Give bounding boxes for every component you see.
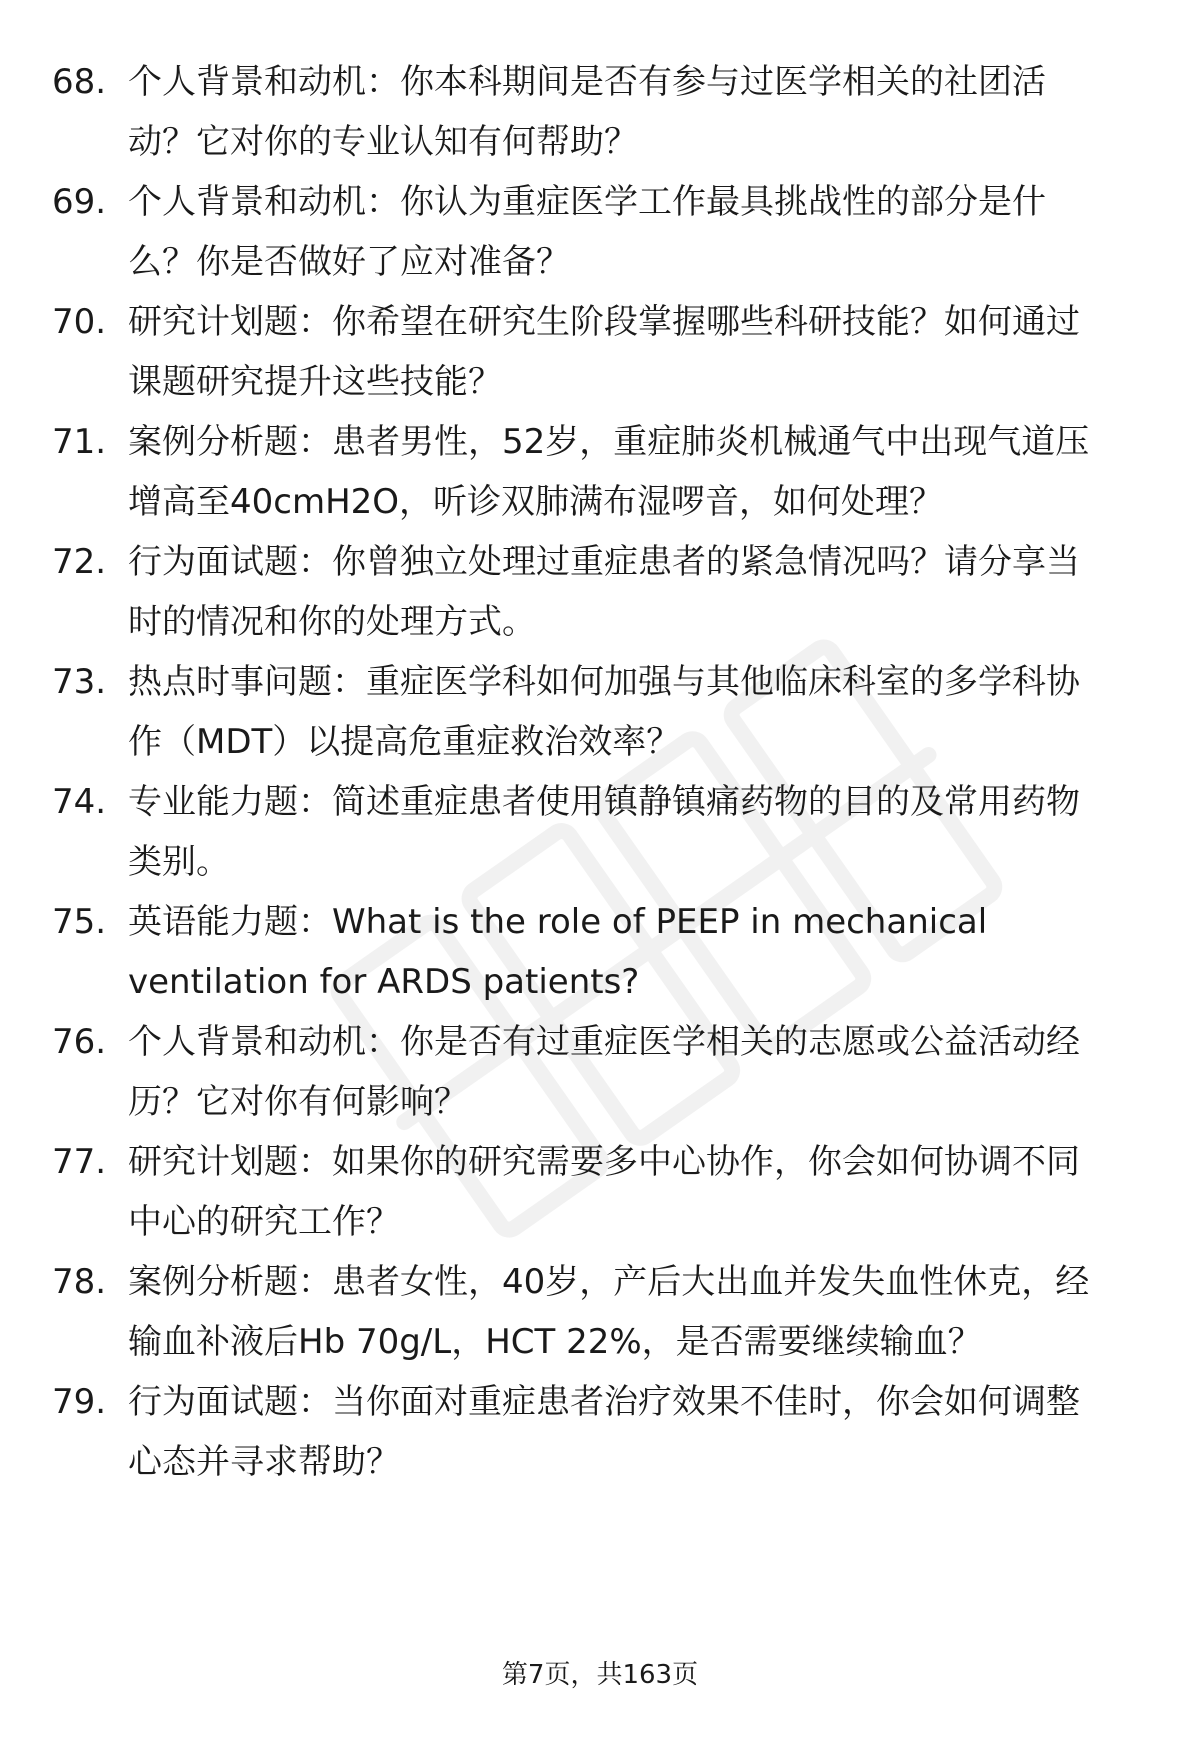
question-text: 行为面试题：你曾独立处理过重症患者的紧急情况吗？请分享当 时的情况和你的处理方式。 (128, 542, 1080, 642)
question-text: 专业能力题：简述重症患者使用镇静镇痛药物的目的及常用药物 类别。 (128, 782, 1080, 882)
question-item (52, 652, 1152, 772)
question-item (52, 1012, 1152, 1132)
question-text: 案例分析题：患者男性，52岁，重症肺炎机械通气中出现气道压 增高至40cmH2O，听诊双肺满布湿啰音，如何处理？ (128, 422, 1090, 522)
question-text: 热点时事问题：重症医学科如何加强与其他临床科室的多学科协 作（MDT）以提高危重症救治效率？ (128, 662, 1080, 762)
question-item (52, 412, 1152, 532)
question-text: 英语能力题：What is the role of PEEP in mechanical ventilation for ARDS patients? (128, 902, 988, 1002)
question-number: 79. (52, 1382, 107, 1422)
question-item (52, 892, 1152, 1012)
question-number: 78. (52, 1262, 107, 1302)
question-number: 74. (52, 782, 107, 822)
question-item (52, 1252, 1152, 1372)
question-text: 案例分析题：患者女性，40岁，产后大出血并发失血性休克，经 输血补液后Hb 70g/L，HCT 22%，是否需要继续输血？ (128, 1262, 1090, 1362)
question-item (52, 772, 1152, 892)
question-number: 75. (52, 902, 107, 942)
question-item (52, 1132, 1152, 1252)
question-text: 研究计划题：如果你的研究需要多中心协作，你会如何协调不同 中心的研究工作？ (128, 1142, 1080, 1242)
question-number: 69. (52, 182, 107, 222)
question-number: 76. (52, 1022, 107, 1062)
question-item (52, 1372, 1152, 1492)
question-text: 个人背景和动机：你认为重症医学工作最具挑战性的部分是什 么？你是否做好了应对准备？ (128, 182, 1046, 282)
question-item (52, 292, 1152, 412)
question-text: 研究计划题：你希望在研究生阶段掌握哪些科研技能？如何通过 课题研究提升这些技能？ (128, 302, 1080, 402)
question-number: 72. (52, 542, 107, 582)
question-number: 71. (52, 422, 107, 462)
question-text: 个人背景和动机：你本科期间是否有参与过医学相关的社团活 动？它对你的专业认知有何帮助？ (128, 62, 1046, 162)
question-number: 70. (52, 302, 107, 342)
question-text: 个人背景和动机：你是否有过重症医学相关的志愿或公益活动经 历？它对你有何影响？ (128, 1022, 1080, 1122)
question-number: 77. (52, 1142, 107, 1182)
question-item (52, 532, 1152, 652)
question-item (52, 172, 1152, 292)
question-number: 68. (52, 62, 107, 102)
question-text: 行为面试题：当你面对重症患者治疗效果不佳时，你会如何调整 心态并寻求帮助？ (128, 1382, 1080, 1482)
page-footer: 第7页，共163页 (501, 1660, 699, 1690)
question-item (52, 52, 1152, 172)
question-number: 73. (52, 662, 107, 702)
